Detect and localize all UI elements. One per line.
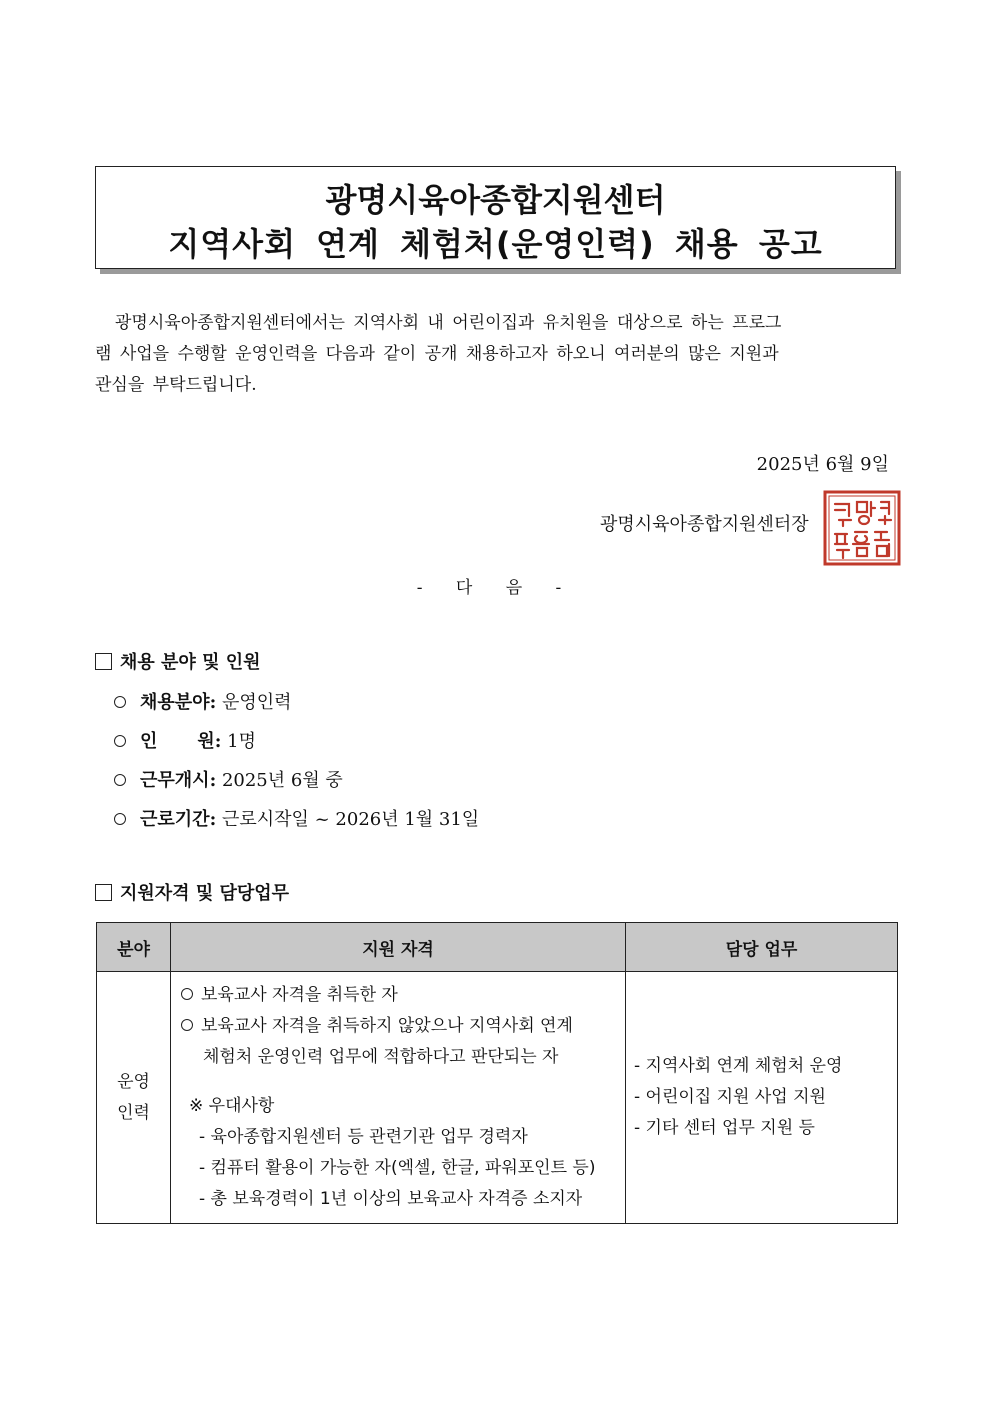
item-key: 근로기간: [140, 809, 210, 830]
item-value: 1명: [227, 731, 257, 752]
circle-bullet-icon: [114, 696, 126, 708]
duty-item: - 어린이집 지원 사업 지원: [634, 1087, 826, 1107]
field-text: 운영: [117, 1071, 150, 1092]
table-row: [97, 972, 898, 1224]
section-heading-qualifications: [95, 879, 289, 905]
circle-bullet-icon: [181, 988, 193, 1000]
qualification-text: 체험처 운영인력 업무에 적합하다고 판단되는 자: [203, 1047, 559, 1067]
work-period-item: 근로기간: 근로시작일 ~ 2026년 1월 31일: [114, 805, 479, 831]
item-value: 2025년 6월 중: [221, 770, 343, 791]
title-line-1: 광명시육아종합지원센터: [325, 181, 666, 219]
qualification-cell: [171, 972, 626, 1224]
checkbox-square-icon: [95, 884, 112, 901]
table-header-row: [97, 923, 898, 972]
item-key: 인: [140, 731, 158, 752]
intro-paragraph: [95, 308, 898, 401]
section-heading-text: 지원자격 및 담당업무: [120, 883, 290, 904]
header-duty: 담당 업무: [626, 923, 898, 972]
preference-item: - 총 보육경력이 1년 이상의 보육교사 자격증 소지자: [199, 1189, 583, 1209]
intro-line: 광명시육아종합지원센터에서는 지역사회 내 어린이집과 유치원을 대상으로 하는 프로그: [115, 313, 782, 333]
title-box: [95, 166, 896, 269]
intro-line: 관심을 부탁드립니다.: [95, 375, 257, 395]
title-line-2: 지역사회 연계 체험처(운영인력) 채용 공고: [168, 225, 823, 263]
duty-item: - 지역사회 연계 체험처 운영: [634, 1056, 843, 1076]
section-heading-recruitment: [95, 648, 261, 674]
checkbox-square-icon: [95, 653, 112, 670]
item-value: 근로시작일 ~ 2026년 1월 31일: [221, 809, 480, 830]
field-cell: [97, 972, 171, 1224]
section-heading-text: 채용 분야 및 인원: [120, 652, 261, 673]
circle-bullet-icon: [114, 774, 126, 786]
preference-item: - 컴퓨터 활용이 가능한 자(엑셀, 한글, 파워포인트 등): [199, 1158, 596, 1178]
start-date-item: 근무개시: 2025년 6월 중: [114, 766, 343, 792]
announcement-date: 2025년 6월 9일: [756, 454, 889, 475]
daum-divider: - 다 음 -: [416, 578, 576, 598]
circle-bullet-icon: [114, 735, 126, 747]
headcount-item: 인 원: 1명: [114, 727, 256, 753]
preference-title: ※ 우대사항: [189, 1096, 275, 1116]
intro-line: 램 사업을 수행할 운영인력을 다음과 같이 공개 채용하고자 하오니 여러분의 많은 지원과: [95, 344, 779, 364]
item-key: 근무개시: [140, 770, 210, 791]
circle-bullet-icon: [114, 813, 126, 825]
official-seal: [823, 490, 901, 566]
qualification-table: [96, 922, 898, 1224]
duty-item: - 기타 센터 업무 지원 등: [634, 1118, 815, 1138]
field-text: 인력: [117, 1102, 150, 1123]
item-key: 원: [197, 731, 215, 752]
duty-cell: [626, 972, 898, 1224]
recruit-field-item: 채용분야: 운영인력: [114, 688, 292, 714]
preference-item: - 육아종합지원센터 등 관련기관 업무 경력자: [199, 1127, 528, 1147]
signature: 광명시육아종합지원센터장: [600, 514, 809, 535]
item-key: 채용분야: [140, 692, 210, 713]
qualification-text: 보육교사 자격을 취득한 자: [201, 985, 398, 1005]
circle-bullet-icon: [181, 1019, 193, 1031]
header-qualification: 지원 자격: [171, 923, 626, 972]
item-value: 운영인력: [221, 692, 292, 713]
header-field: 분야: [97, 923, 171, 972]
qualification-text: 보육교사 자격을 취득하지 않았으나 지역사회 연계: [201, 1016, 573, 1036]
